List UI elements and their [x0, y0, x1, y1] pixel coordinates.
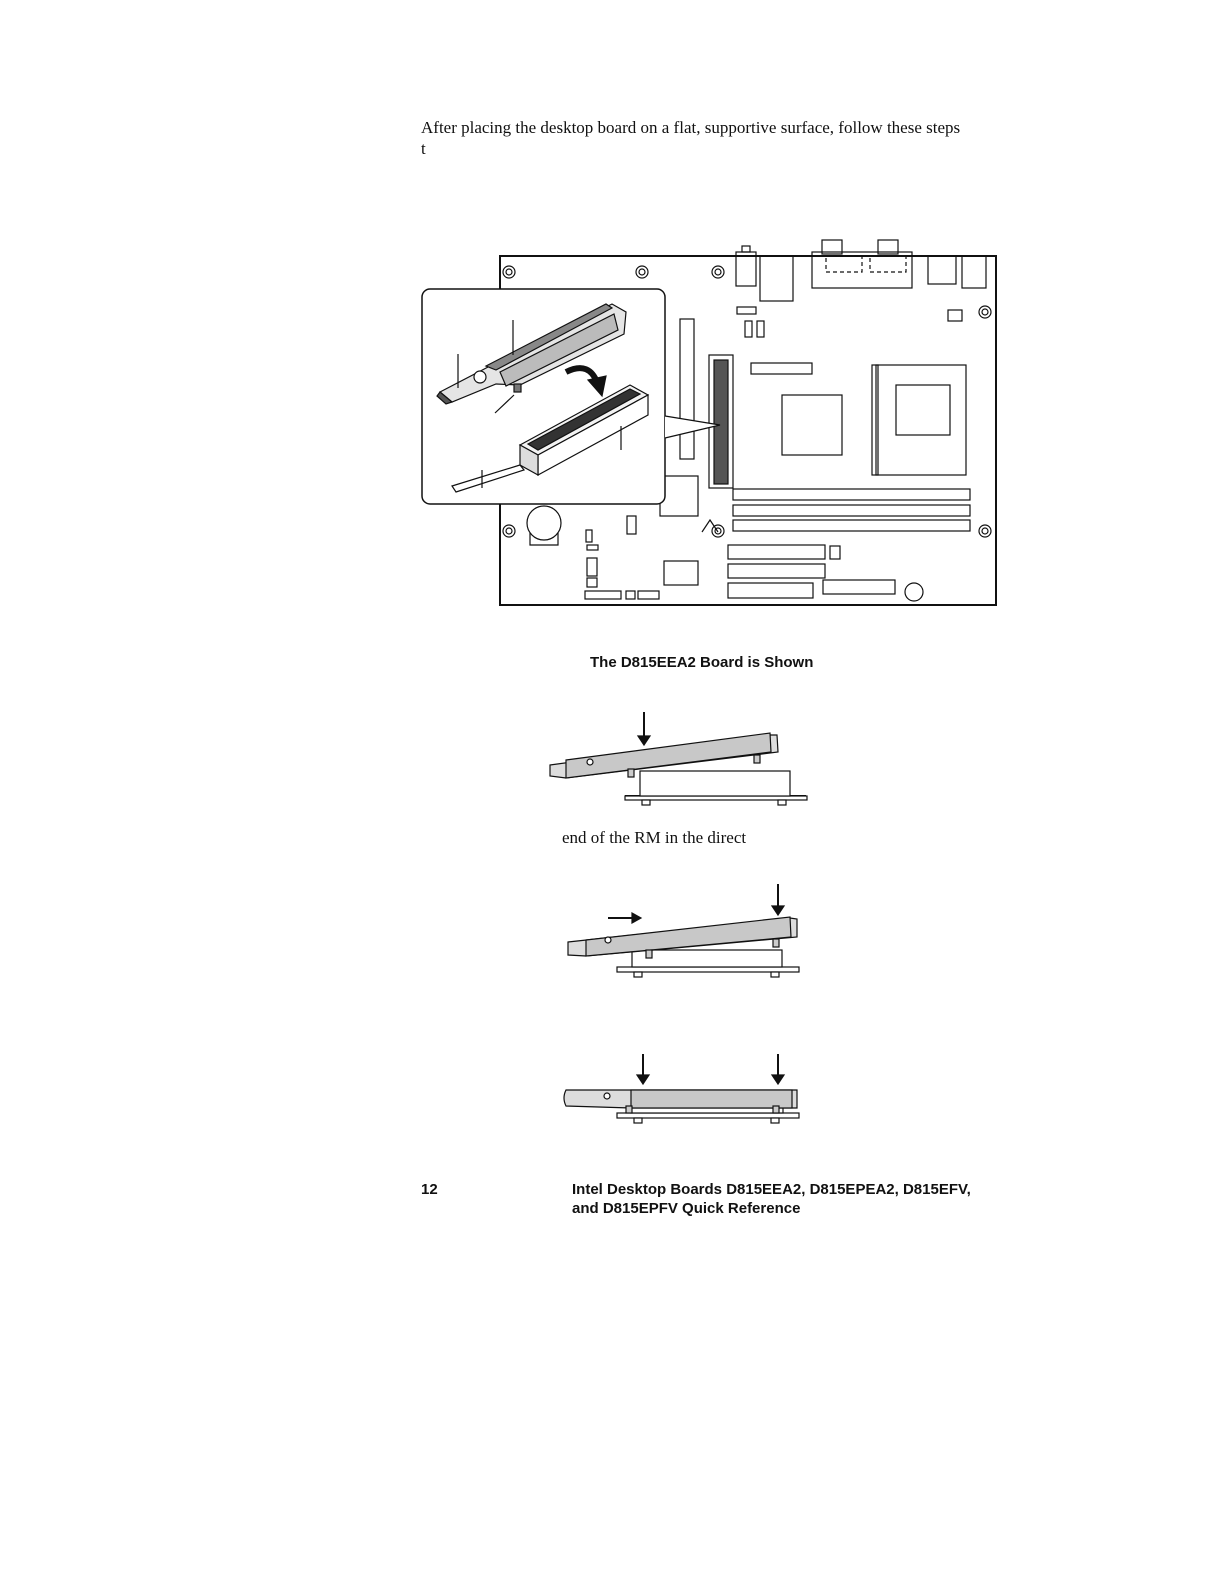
footer-title-line-2: and D815EPFV Quick Reference — [572, 1200, 801, 1217]
step-text: end of the RM in the direct — [562, 828, 747, 847]
page-number: 12 — [421, 1181, 438, 1198]
intro-line-1: After placing the desktop board on a flat, supportive surface, follow these steps — [421, 118, 961, 137]
intro-line-2: t — [421, 139, 426, 158]
figure-caption: The D815EEA2 Board is Shown — [590, 654, 814, 671]
footer-title-line-1: Intel Desktop Boards D815EEA2, D815EPEA2, D815EFV, — [572, 1181, 971, 1198]
